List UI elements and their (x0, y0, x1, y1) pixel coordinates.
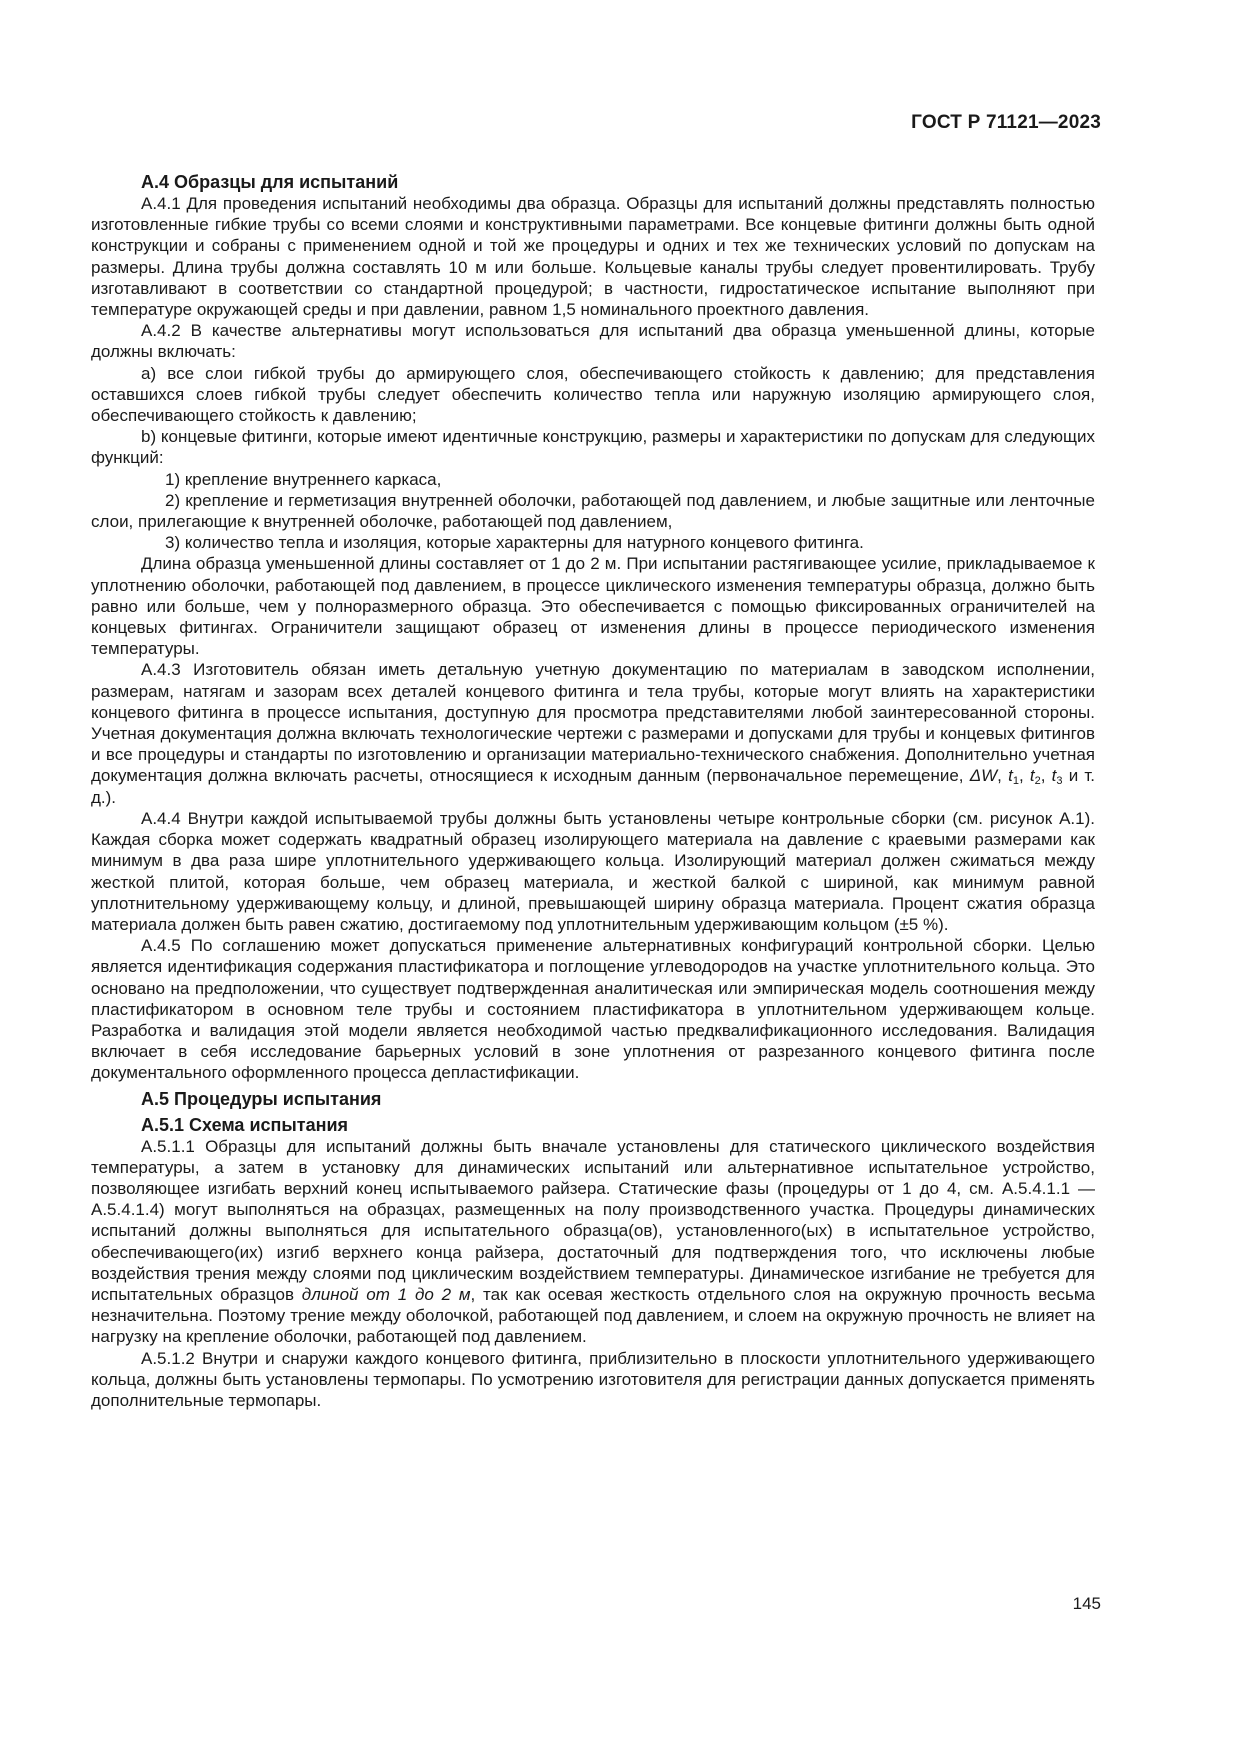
list-subitem-2: 2) крепление и герметизация внутренней оболочки, работающей под давлением, и любые защитные или ленточные слои, прилегающие к внутренней оболочке, работающей под давлением, (91, 490, 1095, 532)
paragraph-a4-4: А.4.4 Внутри каждой испытываемой трубы должны быть установлены четыре контрольные сборки (см. рисунок А.1). Каждая сборка может содержать квадратный образец изолирующего материала на давление с краевыми размерами как минимум в два раза шире уплотнительного удерживающего кольца. Изолирующий материал должен сжиматься между жесткой плитой, которая больше, чем образец материала, и жесткой балкой с шириной, как минимум равной уплотнительному удерживающему кольцу, и длиной, превышающей ширину образца материала. Процент сжатия образца материала должен быть равен сжатию, достигаемому под уплотнительным удерживающим кольцом (±5 %). (91, 808, 1095, 934)
section-a5-heading: А.5 Процедуры испытания (141, 1088, 382, 1109)
paragraph-a4-3-tail: и т. д.). (91, 766, 1096, 807)
list-item-a: a) все слои гибкой трубы до армирующего слоя, обеспечивающего стойкость к давлению; для представления оставшихся слоев гибкой трубы следует обеспечить количество тепла или наружную изоляцию армирующего слоя, обеспечивающего стойкость к давлению; (91, 363, 1095, 426)
list-item-b: b) концевые фитинги, которые имеют идентичные конструкцию, размеры и характеристики по допускам для следующих функций: (91, 427, 1095, 468)
list-subitem-1: 1) крепление внутреннего каркаса, (165, 469, 442, 489)
paragraph-a4-3: А.4.3 Изготовитель обязан иметь детальную учетную документацию по материалам в заводском исполнении, размерам, натягам и зазорам всех деталей концевого фитинга и тела трубы, которые могут влиять на характеристики концевого фитинга в процессе испытания, доступную для просмотра представителями любой заинтересованной стороны. Учетная документация должна включать технологические чертежи с размерами и допусками для трубы и концевых фитингов и все процедуры и стандарты по изготовлению и организации материально-технического снабжения. Дополнительно учетная документация должна включать расчеты, относящиеся к исходным данным (первоначальное перемещение, ΔW, $t_1$, $t_2$, $t_3$ и т. д.). (91, 660, 1096, 807)
math-t3: t (1051, 766, 1057, 786)
italic-sample-length: длиной от 1 до 2 м (301, 1284, 471, 1304)
paragraph-a5-1-1-text: А.5.1.1 Образцы для испытаний должны быть вначале установлены для статического циклического воздействия температуры, а затем в установку для динамических испытаний или альтернативное испытательное устройство, позволяющее изгибать верхний конец испытываемого райзера. Статические фазы (процедуры от 1 до 4, см. А.5.4.1.1 — А.5.4.1.4) могут выполняться на образцах, размещенных на полу производственного участка. Процедуры динамических испытаний должны выполняться для испытательного образца(ов), установленного(ых) в испытательное устройство, обеспечивающего(их) изгиб верхнего конца райзера, достаточный для подтверждения того, что исключены любые воздействия трения между слоями под циклическим воздействием температуры. Динамическое изгибание не требуется для испытательных образцов (91, 1136, 1095, 1304)
math-t1: t (1008, 766, 1013, 786)
paragraph-a4-3-text: А.4.3 Изготовитель обязан иметь детальную учетную документацию по материалам в заводском исполнении, размерам, натягам и зазорам всех деталей концевого фитинга и тела трубы, которые могут влиять на характеристики концевого фитинга в процессе испытания, доступную для просмотра представителями любой заинтересованной стороны. Учетная документация должна включать технологические чертежи с размерами и допусками для трубы и концевых фитингов и все процедуры и стандарты по изготовлению и организации материально-технического снабжения. Дополнительно учетная документация должна включать расчеты, относящиеся к исходным данным (первоначальное перемещение, (91, 660, 1095, 786)
paragraph-a5-1-1-tail: , так как осевая жесткость отдельного слоя на окружную прочность весьма незначительна. Поэтому трение между оболочкой, работающей под давлением, и слоем на окружную прочность не влияет на нагрузку на крепление оболочки, работающей под давлением. (91, 1284, 1095, 1347)
document-id: ГОСТ Р 71121—2023 (911, 112, 1101, 133)
paragraph-a4-1: А.4.1 Для проведения испытаний необходимы два образца. Образцы для испытаний должны представлять полностью изготовленные гибкие трубы со всеми слоями и конструктивными параметрами. Все концевые фитинги должны быть одной конструкции и собраны с применением одной и той же процедуры и одних и тех же технических условий по допускам на размеры. Длина трубы должна составлять 10 м или больше. Кольцевые каналы трубы следует провентилировать. Трубу изготавливают в соответствии со стандартной процедурой; в частности, гидростатическое испытание выполняют при температуре окружающей среды и при давлении, равном 1,5 номинального проектного давления. (91, 194, 1095, 320)
math-t2-sub: 2 (1034, 775, 1041, 788)
math-t2: t (1029, 766, 1035, 786)
document-body (91, 171, 1095, 1411)
math-t3-sub: 3 (1056, 775, 1063, 788)
section-a5-1-heading: А.5.1 Схема испытания (141, 1114, 349, 1135)
math-t1-sub: 1 (1012, 775, 1019, 788)
paragraph-a4-2: А.4.2 В качестве альтернативы могут использоваться для испытаний два образца уменьшенной длины, которые должны включать: (91, 321, 1095, 362)
math-delta-w: ΔW (969, 766, 998, 786)
paragraph-a4-2-length: Длина образца уменьшенной длины составляет от 1 до 2 м. При испытании растягивающее усилие, прикладываемое к уплотнению оболочки, работающей под давлением, в процессе циклического изменения температуры образца, должно быть равно или больше, чем у полноразмерного образца. Это обеспечивается с помощью фиксированных ограничителей на концевых фитингах. Ограничители защищают образец от изменения длины в процессе периодического изменения температуры. (91, 554, 1095, 659)
paragraph-a5-1-2: А.5.1.2 Внутри и снаружи каждого концевого фитинга, приблизительно в плоскости уплотнительного удерживающего кольца, должны быть установлены термопары. По усмотрению изготовителя для регистрации данных допускается применять дополнительные термопары. (91, 1348, 1095, 1410)
section-a4-heading: А.4 Образцы для испытаний (141, 172, 399, 192)
list-subitem-3: 3) количество тепла и изоляция, которые характерны для натурного концевого фитинга. (165, 533, 864, 553)
paragraph-a5-1-1 (91, 1136, 1095, 1348)
paragraph-a4-5: А.4.5 По соглашению может допускаться применение альтернативных конфигураций контрольной сборки. Целью является идентификация содержания пластификатора и поглощение углеводородов на участке уплотнительного кольца. Это основано на предположении, что существует подтвержденная аналитическая или эмпирическая модель соотношения между пластификатором в основном теле трубы и состоянием пластификатора в уплотнительном удерживающем кольце. Разработка и валидация этой модели является необходимой частью предквалификационного исследования. Валидация включает в себя исследование барьерных условий в зоне уплотнения от разрезанного концевого фитинга после документального оформленного процесса депластификации. (91, 936, 1095, 1083)
page-number: 145 (1072, 1594, 1101, 1613)
